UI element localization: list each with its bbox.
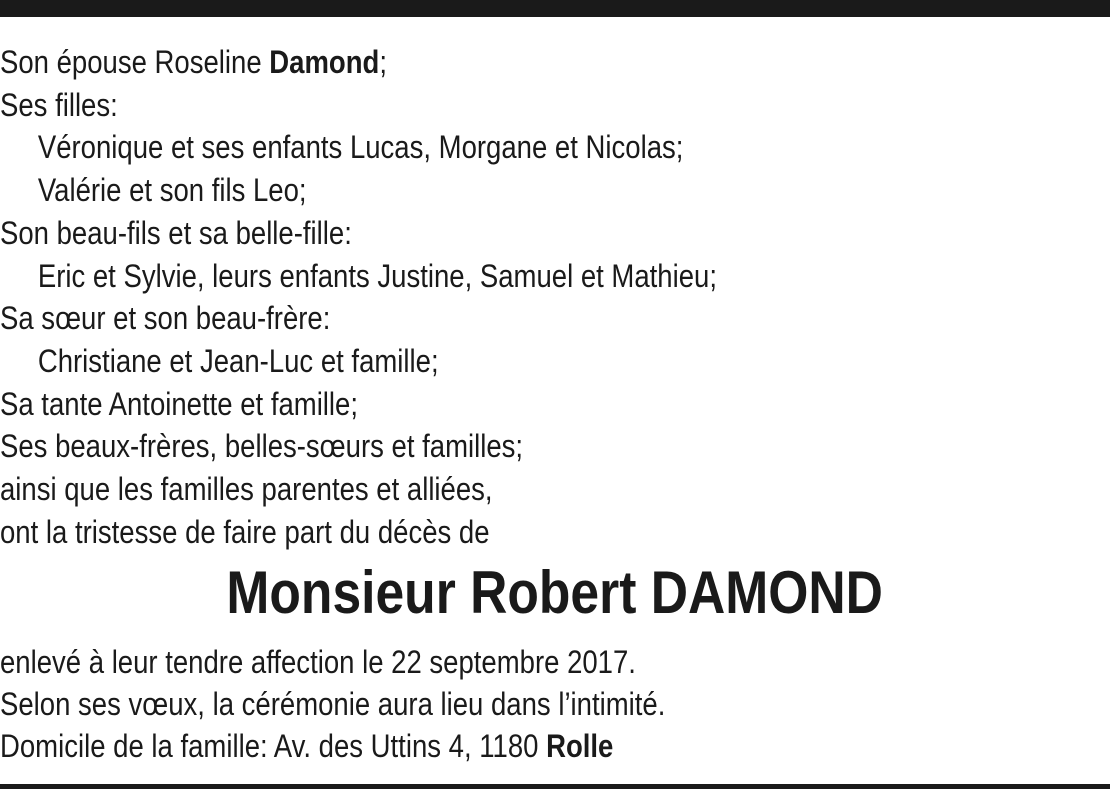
spouse-surname: Damond xyxy=(269,44,380,80)
spouse-suffix: ; xyxy=(379,44,387,80)
sister-heading: Sa sœur et son beau-frère: xyxy=(0,300,331,337)
daughters-heading: Ses filles: xyxy=(0,86,118,123)
top-border-rule xyxy=(0,0,1110,17)
deceased-name-heading xyxy=(0,556,1110,630)
siblings-in-law-line: Ses beaux-frères, belles-sœurs et familles; xyxy=(0,428,524,465)
spouse-line xyxy=(0,41,950,84)
sister-line: Christiane et Jean-Luc et famille; xyxy=(37,342,439,379)
bottom-border-rule xyxy=(0,784,1110,789)
deceased-name: Monsieur Robert DAMOND xyxy=(226,559,884,626)
address-prefix: Domicile de la famille: Av. des Uttins 4, 1180 xyxy=(0,728,547,764)
death-line: enlevé à leur tendre affection le 22 septembre 2017. xyxy=(0,644,636,680)
spouse-prefix: Son épouse Roseline xyxy=(0,44,270,80)
in-laws-heading: Son beau-fils et sa belle-fille: xyxy=(0,214,352,251)
closing-block xyxy=(0,641,950,767)
address-town: Rolle xyxy=(546,728,614,764)
family-list xyxy=(0,41,950,553)
daughter-line-2: Valérie et son fils Leo; xyxy=(37,172,307,209)
ceremony-line: Selon ses vœux, la cérémonie aura lieu dans l’intimité. xyxy=(0,686,666,722)
daughter-line-1: Véronique et ses enfants Lucas, Morgane et Nicolas; xyxy=(37,129,684,166)
in-laws-line: Eric et Sylvie, leurs enfants Justine, Samuel et Mathieu; xyxy=(37,257,717,294)
aunt-line: Sa tante Antoinette et famille; xyxy=(0,385,358,422)
address-line xyxy=(0,725,950,767)
relatives-line: ainsi que les familles parentes et alliées, xyxy=(0,471,493,508)
announcement-line: ont la tristesse de faire part du décès de xyxy=(0,513,490,550)
